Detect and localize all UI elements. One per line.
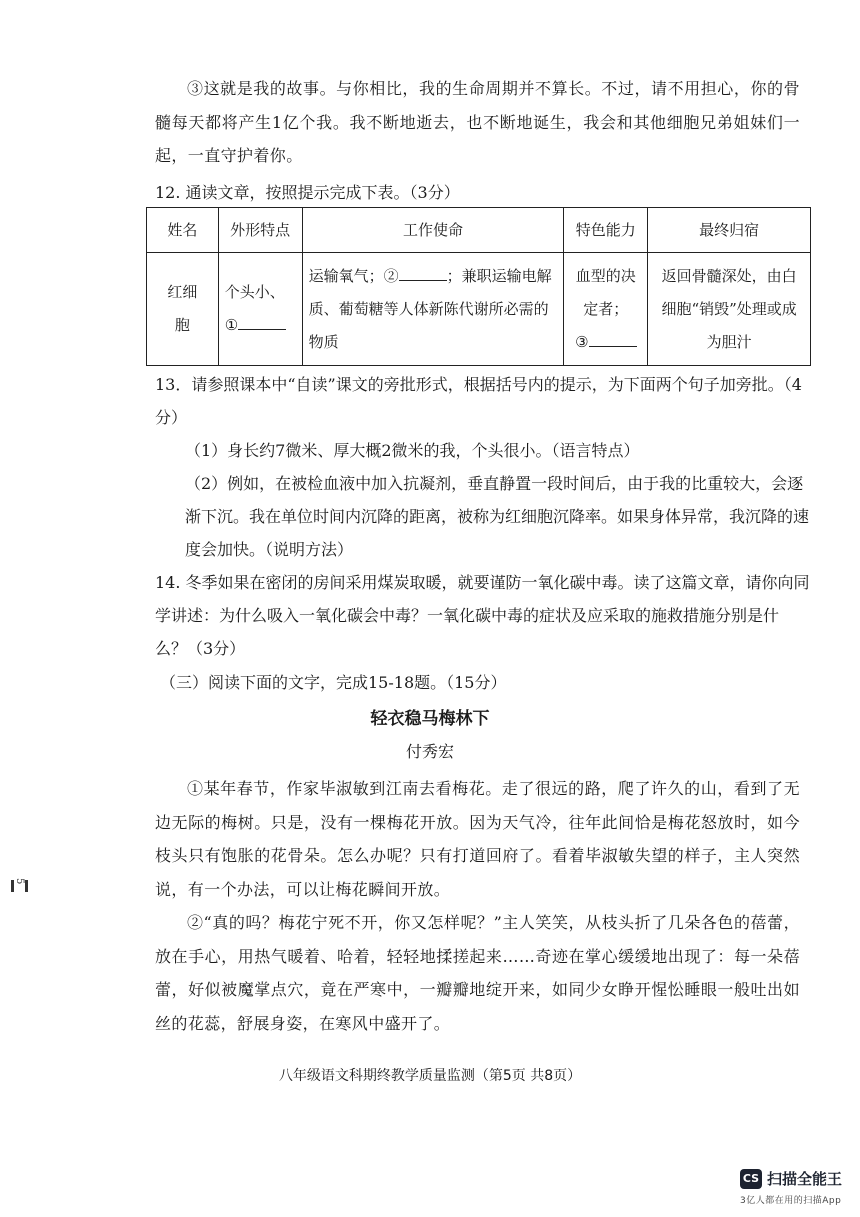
shape-prefix: 个头小、 — [224, 283, 285, 301]
binding-page-number: 5 — [14, 878, 25, 885]
camscanner-icon: CS — [740, 1169, 762, 1189]
section-3-heading: （三）阅读下面的文字，完成15-18题。（15分） — [160, 673, 507, 692]
mission-b: ；兼职运输电解质、葡萄糖等人体新陈代谢所必需的物质 — [308, 266, 552, 351]
ability-a: 血型的决定者； — [575, 266, 636, 318]
cell-mission — [302, 253, 564, 366]
article-author: 付秀宏 — [405, 742, 454, 761]
question-13-sentence-1: （1）身长约7微米、厚大概2微米的我，个头很小。（语言特点） — [185, 441, 640, 460]
scanner-tagline: 3亿人都在用的扫描App — [740, 1196, 842, 1206]
shape-mark: ① — [224, 316, 239, 334]
cell-shape — [218, 253, 302, 366]
answer-blank-3[interactable] — [589, 332, 637, 347]
page-footer: 八年级语文科期终教学质量监测（第5页 共8页） — [278, 1068, 582, 1084]
cell-destiny: 返回骨髓深处，由白细胞“销毁”处理或成为胆汁 — [648, 253, 811, 366]
header-mission: 工作使命 — [302, 208, 564, 253]
article-paragraph-1: ①某年春节，作家毕淑敏到江南去看梅花。走了很远的路，爬了许久的山，看到了无边无际的梅树。只是，没有一棵梅花开放。因为天气冷，往年此间恰是梅花怒放时，如今枝头只有饱胀的花骨朵。怎么办呢？只有打道回府了。看着毕淑敏失望的样子，主人突然说，有一个办法，可以让梅花瞬间开放。 — [155, 779, 800, 899]
binding-bar-top — [25, 880, 28, 892]
header-destiny: 最终归宿 — [648, 208, 811, 253]
table-header-row — [147, 208, 811, 253]
cell-name-text: 红细胞 — [167, 283, 198, 334]
header-shape: 外形特点 — [218, 208, 302, 253]
question-13: 13．请参照课本中“自读”课文的旁批形式，根据括号内的提示，为下面两个句子加旁批。（4分） — [155, 375, 802, 427]
cell-ability — [564, 253, 648, 366]
red-cell-table — [146, 207, 811, 366]
question-13-sentence-2: （2）例如，在被检血液中加入抗凝剂，垂直静置一段时间后，由于我的比重较大，会逐渐下沉。我在单位时间内沉降的距离，被称为红细胞沉降率。如果身体异常，我沉降的速度会加快。（说明方法） — [185, 474, 810, 559]
binding-page-mark — [14, 878, 28, 918]
question-14: 14. 冬季如果在密闭的房间采用煤炭取暖，就要谨防一氧化碳中毒。读了这篇文章，请你向同学讲述：为什么吸入一氧化碳会中毒？一氧化碳中毒的症状及应采取的施救措施分别是什么？（3分） — [155, 573, 810, 658]
cell-name — [147, 253, 219, 366]
article-paragraph-2: ②“真的吗？梅花宁死不开，你又怎样呢？”主人笑笑，从枝头折了几朵各色的蓓蕾，放在手心，用热气暖着、哈着，轻轻地揉搓起来……奇迹在掌心缓缓地出现了：每一朵蓓蕾，好似被魔掌点穴，竟在严寒中，一瓣瓣地绽开来，如同少女睁开惺忪睡眼一般吐出如丝的花蕊，舒展身姿，在寒风中盛开了。 — [155, 913, 800, 1033]
passage-paragraph-3: ③这就是我的故事。与你相比，我的生命周期并不算长。不过，请不用担心，你的骨髓每天都将产生1亿个我。我不断地逝去，也不断地诞生，我会和其他细胞兄弟姐妹们一起，一直守护着你。 — [155, 79, 800, 165]
ability-mark: ③ — [575, 332, 589, 351]
question-12: 12. 通读文章，按照提示完成下表。（3分） — [155, 183, 460, 202]
answer-blank-2[interactable] — [399, 266, 447, 281]
answer-blank-1[interactable] — [238, 315, 286, 330]
scanner-name: 扫描全能王 — [767, 1170, 843, 1188]
header-name: 姓名 — [147, 208, 219, 253]
header-ability: 特色能力 — [564, 208, 648, 253]
mission-a: 运输氧气；② — [308, 266, 399, 285]
article-title: 轻衣稳马梅林下 — [370, 709, 490, 729]
table-row — [147, 253, 811, 366]
scanner-logo — [740, 1168, 842, 1189]
